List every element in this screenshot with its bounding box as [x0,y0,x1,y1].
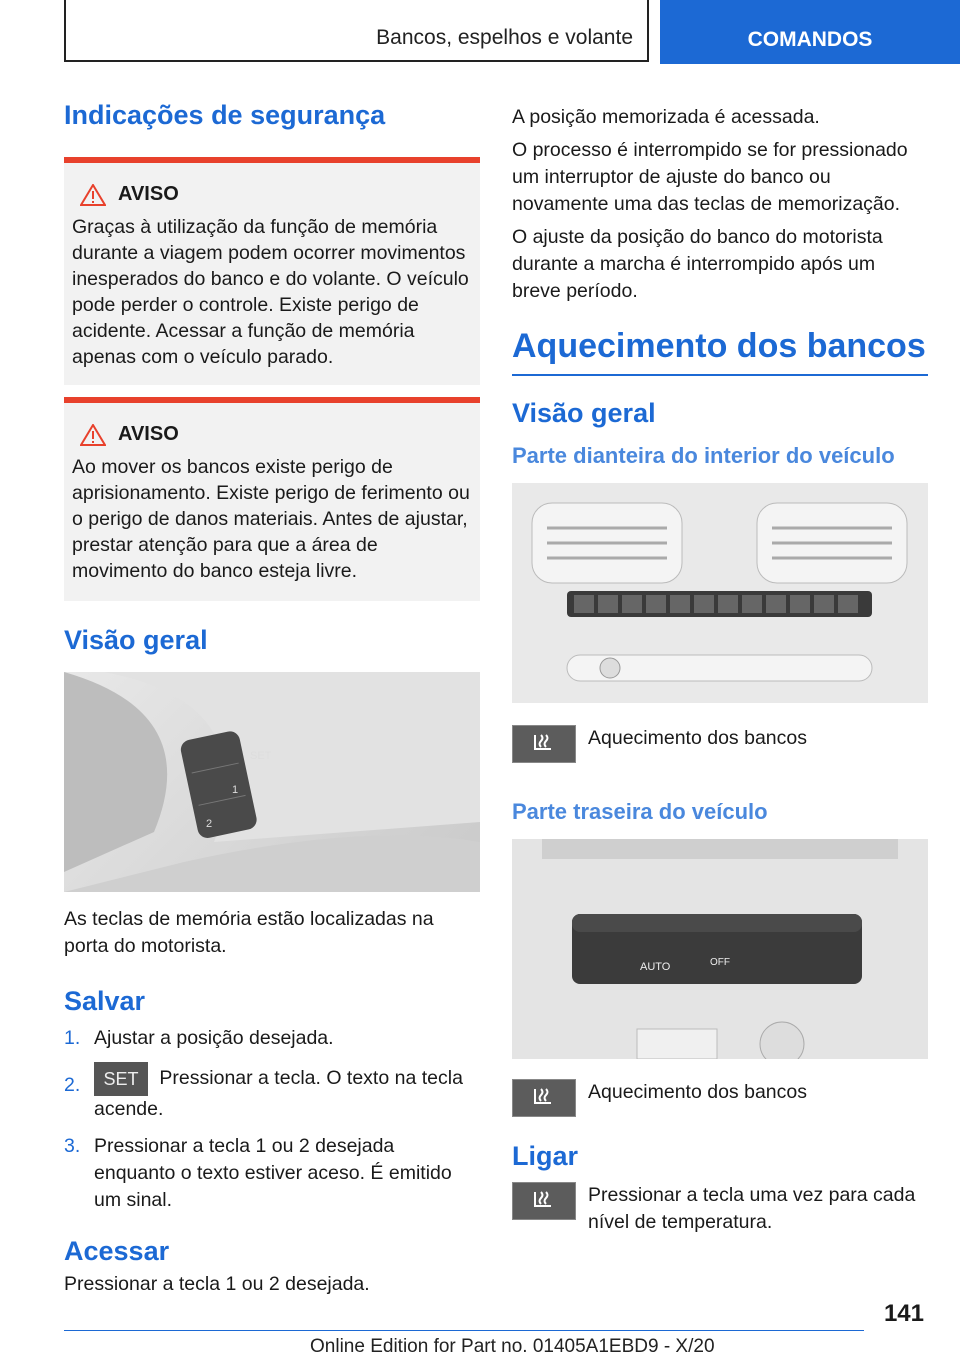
right-column [512,104,928,1236]
front-console-photo [512,483,928,703]
door-key-1-label: 1 [232,784,239,796]
rear-off-label: OFF [710,957,730,968]
warning-title [72,183,472,206]
warning-title [72,423,472,446]
paragraph: A posição memorizada é acessada. [512,106,820,128]
save-heading: Salvar [64,986,146,1016]
left-column [64,100,480,1298]
footer-rule [64,1330,864,1331]
paragraph: O processo é interrompido se for pressionado um interruptor de ajuste do banco ou novamente uma das teclas de memorização. [512,139,908,215]
set-key-icon: SET [94,1062,148,1096]
door-panel-image [64,672,480,892]
rear-console-photo [512,839,928,1059]
page-number: 141 [883,1300,924,1327]
legend-text: Aquecimento dos bancos [588,727,807,749]
warning-box [64,163,480,385]
warning-text: Graças à utilização da função de memória durante a viagem podem ocorrer movimentos inesperados do banco e do volante. O veículo pode perder o controle. Existe perigo de acidente. Acessar a função de memória apenas com o veículo parado. [72,216,469,368]
front-heading: Parte dianteira do interior do veículo [512,443,895,468]
rear-auto-label: AUTO [640,961,671,973]
overview-text: As teclas de memória estão localizadas na porta do motorista. [64,908,434,957]
safety-heading: Indicações de segurança [64,100,386,130]
heating-heading: Aquecimento dos bancos [512,327,926,365]
warning-text: Ao mover os bancos existe perigo de aprisionamento. Existe perigo de ferimento ou o perigo de danos materiais. Antes de ajustar, prestar atenção para que a área de movimento do banco esteja livre. [72,456,470,582]
footer-edition: Online Edition for Part no. 01405A1EBD9 - X/20 [310,1336,715,1357]
door-key-2-label: 2 [206,818,213,830]
warning-label: AVISO [118,423,179,445]
seat-heating-icon [512,1079,576,1117]
header-category-tab: COMANDOS [660,0,960,64]
heading-rule [512,374,928,376]
legend-text: Aquecimento dos bancos [588,1081,807,1103]
save-steps [64,1025,480,1214]
list-item: 1. Ajustar a posição desejada. [64,1027,334,1049]
legend-row [512,1079,928,1117]
warning-box [64,403,480,601]
seat-heating-icon [512,1182,576,1220]
access-text: Pressionar a tecla 1 ou 2 desejada. [64,1273,370,1295]
seat-heating-icon [512,725,576,763]
door-key-set-label: SET [250,750,272,762]
front-console-image [512,483,928,703]
rear-heading: Parte traseira do veículo [512,799,768,824]
overview-heading: Visão geral [512,398,656,428]
warning-triangle-icon [80,184,106,206]
overview-heading: Visão geral [64,625,208,655]
header-section-box [64,0,649,62]
list-item: 3. Pressionar a tecla 1 ou 2 desejada enquanto o texto estiver aceso. É emitido um sinal. [64,1135,452,1211]
warning-label: AVISO [118,183,179,205]
on-text: Pressionar a tecla uma vez para cada nível de temperatura. [588,1184,916,1233]
paragraph: O ajuste da posição do banco do motorista durante a marcha é interrompido após um breve período. [512,226,883,302]
door-memory-keys-photo [64,672,480,892]
on-heading: Ligar [512,1141,579,1171]
warning-triangle-icon [80,424,106,446]
list-item: 2. SET Pressionar a tecla. O texto na tecla acende. [64,1062,480,1123]
legend-row [512,725,928,763]
rear-console-image [512,839,928,1059]
access-heading: Acessar [64,1236,170,1266]
header-section-title: Bancos, espelhos e volante [376,26,633,49]
legend-row [512,1182,928,1236]
